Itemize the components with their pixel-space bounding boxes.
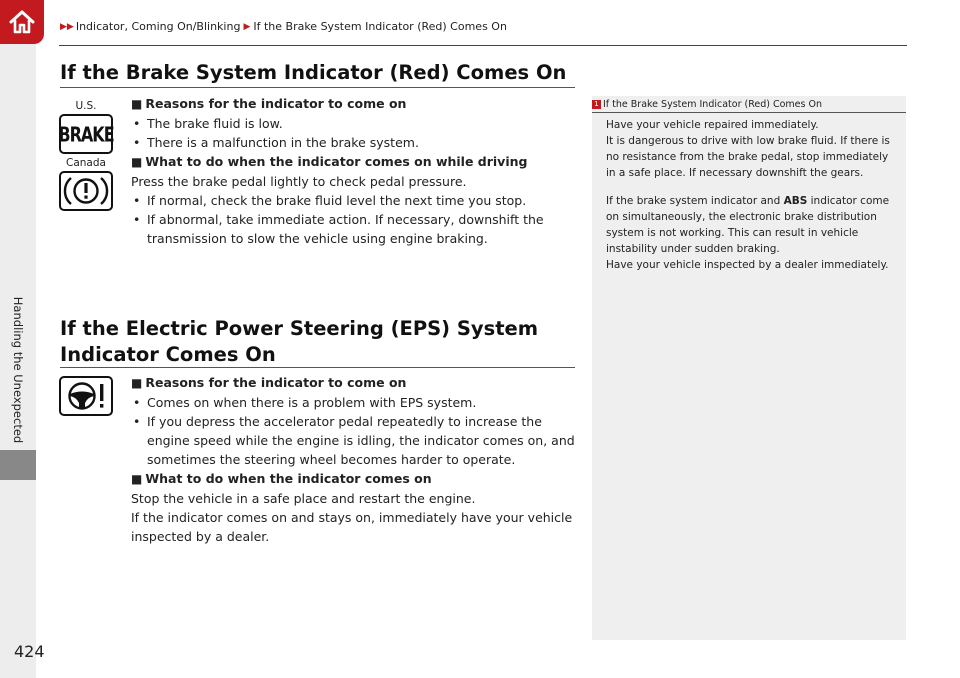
list-item: • Comes on when there is a problem with EPS system. bbox=[133, 395, 477, 410]
section-title-brake: If the Brake System Indicator (Red) Comes On bbox=[60, 61, 567, 84]
header-divider bbox=[59, 45, 907, 46]
note-paragraph: Have your vehicle inspected by a dealer immediately. bbox=[606, 259, 889, 271]
breadcrumb-arrow-icon: ▶▶ bbox=[60, 21, 74, 32]
list-item: • The brake fluid is low. bbox=[133, 116, 283, 131]
list-item: • If normal, check the brake fluid level the next time you stop. bbox=[133, 193, 527, 208]
brake-warning-icon bbox=[59, 114, 113, 154]
breadcrumb-parent-link[interactable]: Indicator, Coming On/Blinking bbox=[75, 20, 241, 33]
brake-exclamation-icon bbox=[63, 174, 109, 208]
abs-label: ABS bbox=[783, 195, 808, 207]
list-item: • If you depress the accelerator pedal repeatedly to increase the engine speed while the engine is idling, the indicator comes on, and sometimes the steering wheel becomes harder to operate. bbox=[133, 414, 575, 467]
brake-section-content bbox=[131, 94, 581, 248]
square-bullet-icon: ■ bbox=[131, 376, 143, 390]
note-paragraph: It is dangerous to drive with low brake fluid. If there is no resistance from the brake pedal, stop immediately in a safe place. If necessary downshift the gears. bbox=[606, 135, 890, 179]
breadcrumb-current: If the Brake System Indicator (Red) Comes On bbox=[253, 20, 507, 33]
chapter-side-label: Handling the Unexpected bbox=[11, 296, 26, 444]
home-button[interactable] bbox=[0, 0, 44, 44]
section-divider bbox=[60, 87, 575, 88]
subheading-what-to-do: ■ What to do when the indicator comes on while driving bbox=[131, 154, 528, 169]
page-number: 424 bbox=[14, 642, 45, 661]
note-marker-icon: 1 bbox=[592, 100, 601, 109]
list-item: • If abnormal, take immediate action. If necessary, downshift the transmission to slow the vehicle using engine braking. bbox=[133, 212, 544, 246]
paragraph: If the indicator comes on and stays on, immediately have your vehicle inspected by a dealer. bbox=[131, 510, 573, 544]
chapter-tab[interactable] bbox=[0, 450, 36, 480]
icon-label-canada: Canada bbox=[66, 157, 106, 169]
square-bullet-icon: ■ bbox=[131, 472, 143, 486]
note-paragraph: Have your vehicle repaired immediately. bbox=[606, 119, 819, 131]
icon-label-us: U.S. bbox=[75, 100, 97, 112]
note-paragraph: If the brake system indicator and ABS indicator come on simultaneously, the electronic brake distribution system is not working. This can result in vehicle instability under sudden braking. bbox=[606, 195, 890, 255]
note-heading: 1 If the Brake System Indicator (Red) Comes On bbox=[592, 96, 906, 112]
square-bullet-icon: ■ bbox=[131, 155, 143, 169]
subheading-what-to-do: ■ What to do when the indicator comes on bbox=[131, 471, 432, 486]
home-icon bbox=[7, 7, 37, 37]
subheading-reasons: ■ Reasons for the indicator to come on bbox=[131, 96, 407, 111]
note-body bbox=[606, 117, 896, 273]
section-divider bbox=[60, 367, 575, 368]
paragraph: Press the brake pedal lightly to check pedal pressure. bbox=[131, 174, 467, 189]
brake-icon-text: BRAKE bbox=[58, 121, 114, 147]
list-item: • There is a malfunction in the brake system. bbox=[133, 135, 419, 150]
eps-warning-icon bbox=[59, 376, 113, 416]
breadcrumb bbox=[60, 20, 507, 33]
note-divider bbox=[592, 112, 906, 113]
breadcrumb-arrow-icon: ▶ bbox=[243, 21, 251, 32]
brake-circle-warning-icon bbox=[59, 171, 113, 211]
steering-wheel-exclamation-icon bbox=[63, 379, 109, 413]
eps-section-content bbox=[131, 373, 579, 546]
section-title-eps: If the Electric Power Steering (EPS) System Indicator Comes On bbox=[60, 317, 539, 366]
square-bullet-icon: ■ bbox=[131, 97, 143, 111]
subheading-reasons: ■ Reasons for the indicator to come on bbox=[131, 375, 407, 390]
paragraph: Stop the vehicle in a safe place and restart the engine. bbox=[131, 491, 476, 506]
